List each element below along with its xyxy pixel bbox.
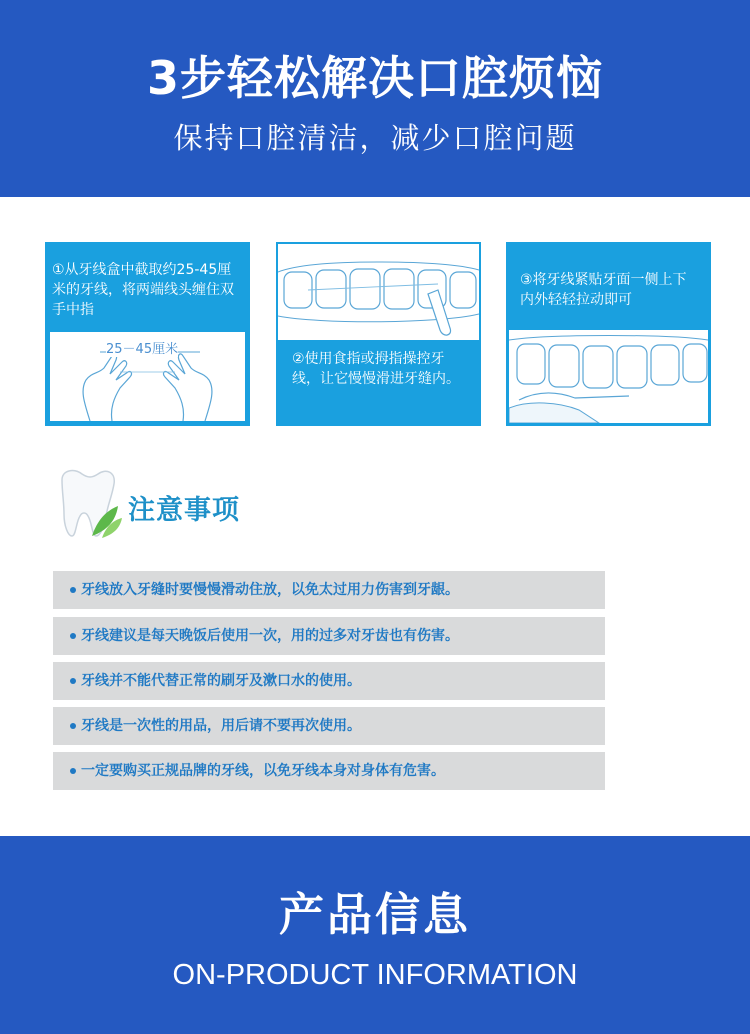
step-3-text: ③将牙线紧贴牙面一侧上下内外轻轻拉动即可 xyxy=(520,272,687,308)
notice-item-text: 牙线是一次性的用品，用后请不要再次使用。 xyxy=(81,718,361,734)
notice-item-text: 牙线建议是每天晚饭后使用一次，用的过多对牙齿也有伤害。 xyxy=(81,628,459,644)
hero-title: 3步轻松解决口腔烦恼 xyxy=(146,51,603,105)
notice-header xyxy=(52,466,352,546)
product-info-subtitle: ON-PRODUCT INFORMATION xyxy=(172,959,578,991)
teeth-cleaning-illustration xyxy=(509,330,708,423)
hero-banner xyxy=(0,0,750,197)
step-1-text: ①从牙线盒中截取约25-45厘米的牙线，将两端线头缠住双手中指 xyxy=(52,262,234,318)
product-info-banner xyxy=(0,836,750,1034)
step-3-illustration xyxy=(509,330,708,423)
step-2-text: ②使用食指或拇指操控牙线，让它慢慢滑进牙缝内。 xyxy=(292,351,460,387)
notice-item xyxy=(53,571,605,609)
notice-item-text: 牙线放入牙缝时要慢慢滑动住放，以免太过用力伤害到牙龈。 xyxy=(81,582,459,598)
bullet-icon xyxy=(70,587,76,593)
bullet-icon xyxy=(70,678,76,684)
notice-item xyxy=(53,617,605,655)
bullet-icon xyxy=(70,768,76,774)
step-card-2 xyxy=(276,242,481,426)
notice-item-text: 牙线并不能代替正常的刷牙及漱口水的使用。 xyxy=(81,673,361,689)
product-info-title: 产品信息 xyxy=(278,888,471,941)
step-card-3 xyxy=(506,242,711,426)
step-card-1 xyxy=(45,242,250,426)
step-1-illustration xyxy=(50,332,245,421)
floss-length-label: 25－45厘米 xyxy=(106,338,178,357)
hero-subtitle: 保持口腔清洁，减少口腔问题 xyxy=(173,121,577,155)
notice-item-text: 一定要购买正规品牌的牙线，以免牙线本身对身体有危害。 xyxy=(81,763,445,779)
step-2-illustration xyxy=(278,244,479,340)
notice-item xyxy=(53,662,605,700)
bullet-icon xyxy=(70,723,76,729)
notice-item xyxy=(53,752,605,790)
bullet-icon xyxy=(70,633,76,639)
notice-title: 注意事项 xyxy=(128,495,240,526)
teeth-with-floss-illustration xyxy=(278,244,479,340)
tooth-leaf-icon xyxy=(52,466,122,541)
notice-item xyxy=(53,707,605,745)
